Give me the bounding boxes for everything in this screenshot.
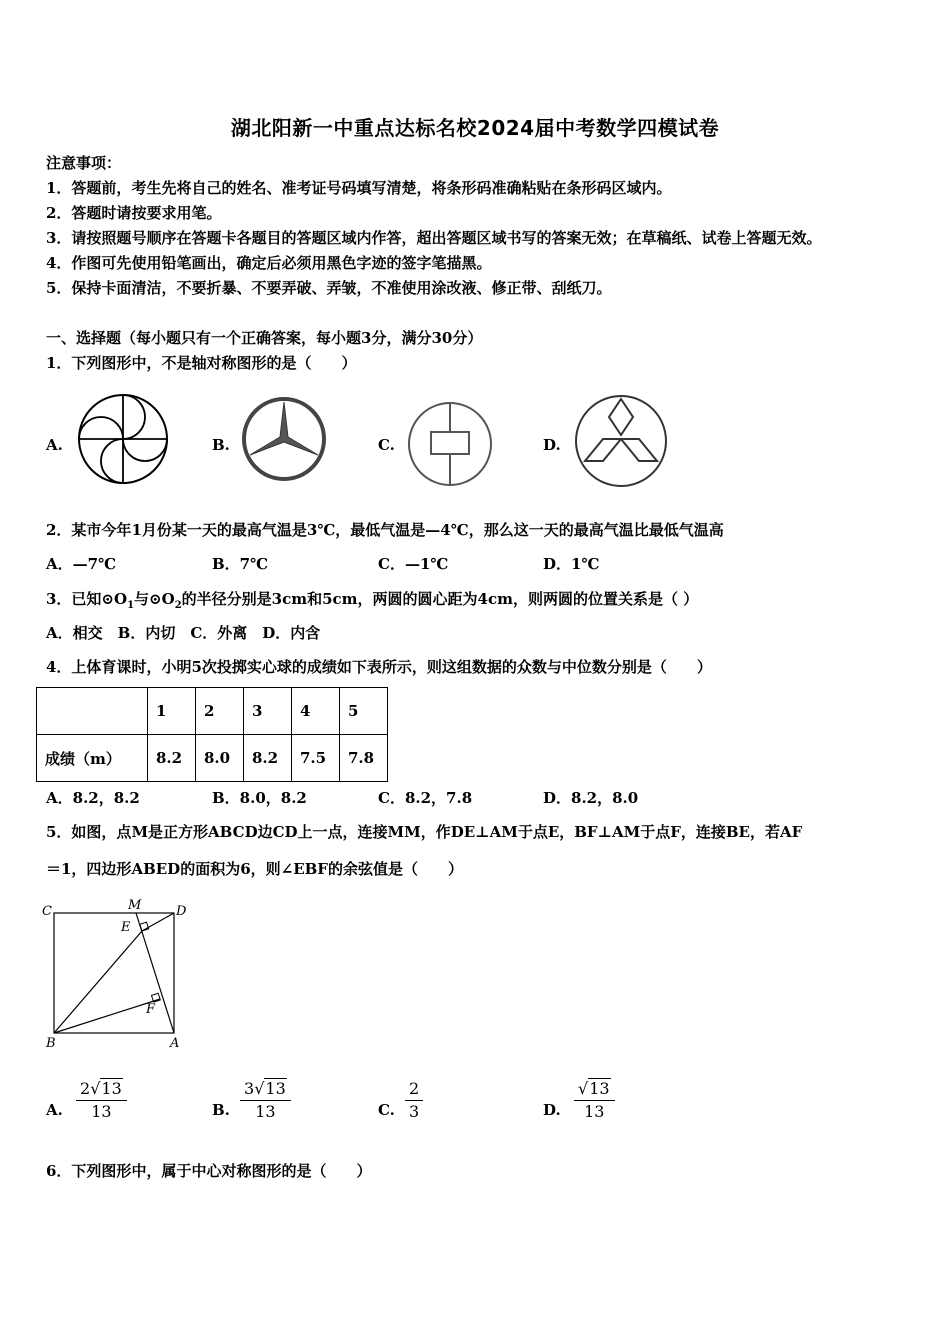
q2-option-a: A．—7℃ (46, 555, 117, 573)
label-e: E (121, 920, 131, 935)
question-1-stem: 1．下列图形中，不是轴对称图形的是（ ） (46, 354, 357, 372)
q1-option-c-label: C. (378, 436, 395, 454)
table-cell: 4 (292, 688, 340, 735)
three-diamonds-figure (573, 393, 669, 489)
q5-option-b-label: B. (212, 1101, 230, 1119)
table-cell: 成绩（m） (37, 735, 148, 782)
label-m: M (128, 898, 142, 913)
q5-answer-b: $\frac{3√13}{13}$ (240, 1078, 291, 1123)
scores-table (36, 687, 388, 782)
table-cell: 8.0 (196, 735, 244, 782)
question-5-line1: 5．如图，点M是正方形ABCD边CD上一点，连接MM，作DE⊥AM于点E，BF⊥AM于点F，连接BE，若AF (46, 823, 803, 841)
q3-options: A．相交 B．内切 C．外离 D．内含 (46, 624, 321, 642)
q5-answer-a: $\frac{2√13}{13}$ (76, 1078, 127, 1123)
q2-option-d: D．1℃ (543, 555, 600, 573)
pinwheel-figure (76, 392, 170, 486)
table-cell: 7.5 (292, 735, 340, 782)
label-a: A (170, 1036, 180, 1051)
q5-answer-c: $\frac{2}{3}$ (405, 1078, 423, 1123)
label-c: C (42, 904, 52, 919)
notice-heading: 注意事项： (46, 154, 122, 172)
table-cell: 8.2 (244, 735, 292, 782)
q5-answer-d: $\frac{√13}{13}$ (574, 1078, 615, 1123)
section-heading: 一、选择题（每小题只有一个正确答案，每小题3分，满分30分） (46, 329, 483, 347)
q5-option-d-label: D. (543, 1101, 561, 1119)
label-f: F (146, 1002, 156, 1017)
table-cell (37, 688, 148, 735)
circle-rectangle-figure (407, 401, 493, 487)
q4-option-c: C．8.2，7.8 (378, 789, 473, 807)
q1-option-a-label: A. (46, 436, 63, 454)
table-row (37, 735, 388, 782)
notice-item: 4．作图可先使用铅笔画出，确定后必须用黑色字迹的签字笔描黑。 (46, 254, 492, 272)
question-3-stem: 3．已知$⊙O_1$与$⊙O_2$的半径分别是3cm和5cm，两圆的圆心距为4cm，则两圆的位置关系是（ ） (46, 590, 699, 611)
table-cell: 2 (196, 688, 244, 735)
label-d: D (176, 904, 187, 919)
table-cell: 8.2 (148, 735, 196, 782)
table-cell: 3 (244, 688, 292, 735)
table-cell: 7.8 (340, 735, 388, 782)
q1-option-b-label: B. (212, 436, 230, 454)
notice-item: 5．保持卡面清洁，不要折暴、不要弄破、弄皱，不准使用涂改液、修正带、刮纸刀。 (46, 279, 612, 297)
table-cell: 1 (148, 688, 196, 735)
q5-option-a-label: A. (46, 1101, 63, 1119)
q5-option-c-label: C. (378, 1101, 395, 1119)
label-b: B (46, 1036, 56, 1051)
q4-option-a: A．8.2，8.2 (46, 789, 140, 807)
page-title: 湖北阳新一中重点达标名校2024届中考数学四模试卷 (230, 116, 720, 140)
notice-item: 1．答题前，考生先将自己的姓名、准考证号码填写清楚，将条形码准确粘贴在条形码区域内。 (46, 179, 672, 197)
q2-option-b: B．7℃ (212, 555, 269, 573)
question-6-stem: 6．下列图形中，属于中心对称图形的是（ ） (46, 1162, 372, 1180)
square-geometry-figure (40, 895, 200, 1055)
q4-option-d: D．8.2，8.0 (543, 789, 639, 807)
question-4-stem: 4．上体育课时，小明5次投掷实心球的成绩如下表所示，则这组数据的众数与中位数分别是（ ） (46, 658, 712, 676)
q1-option-d-label: D. (543, 436, 561, 454)
table-cell: 5 (340, 688, 388, 735)
question-2-stem: 2．某市今年1月份某一天的最高气温是3℃，最低气温是—4℃，那么这一天的最高气温比最低气温高 (46, 521, 724, 539)
notice-item: 2．答题时请按要求用笔。 (46, 204, 222, 222)
mercedes-star-figure (240, 395, 328, 483)
table-row (37, 688, 388, 735)
q2-option-c: C．—1℃ (378, 555, 449, 573)
notice-item: 3．请按照题号顺序在答题卡各题目的答题区域内作答，超出答题区域书写的答案无效；在草稿纸、试卷上答题无效。 (46, 229, 822, 247)
q4-option-b: B．8.0，8.2 (212, 789, 307, 807)
question-5-line2: ＝1，四边形ABED的面积为6，则∠EBF的余弦值是（ ） (46, 860, 463, 878)
